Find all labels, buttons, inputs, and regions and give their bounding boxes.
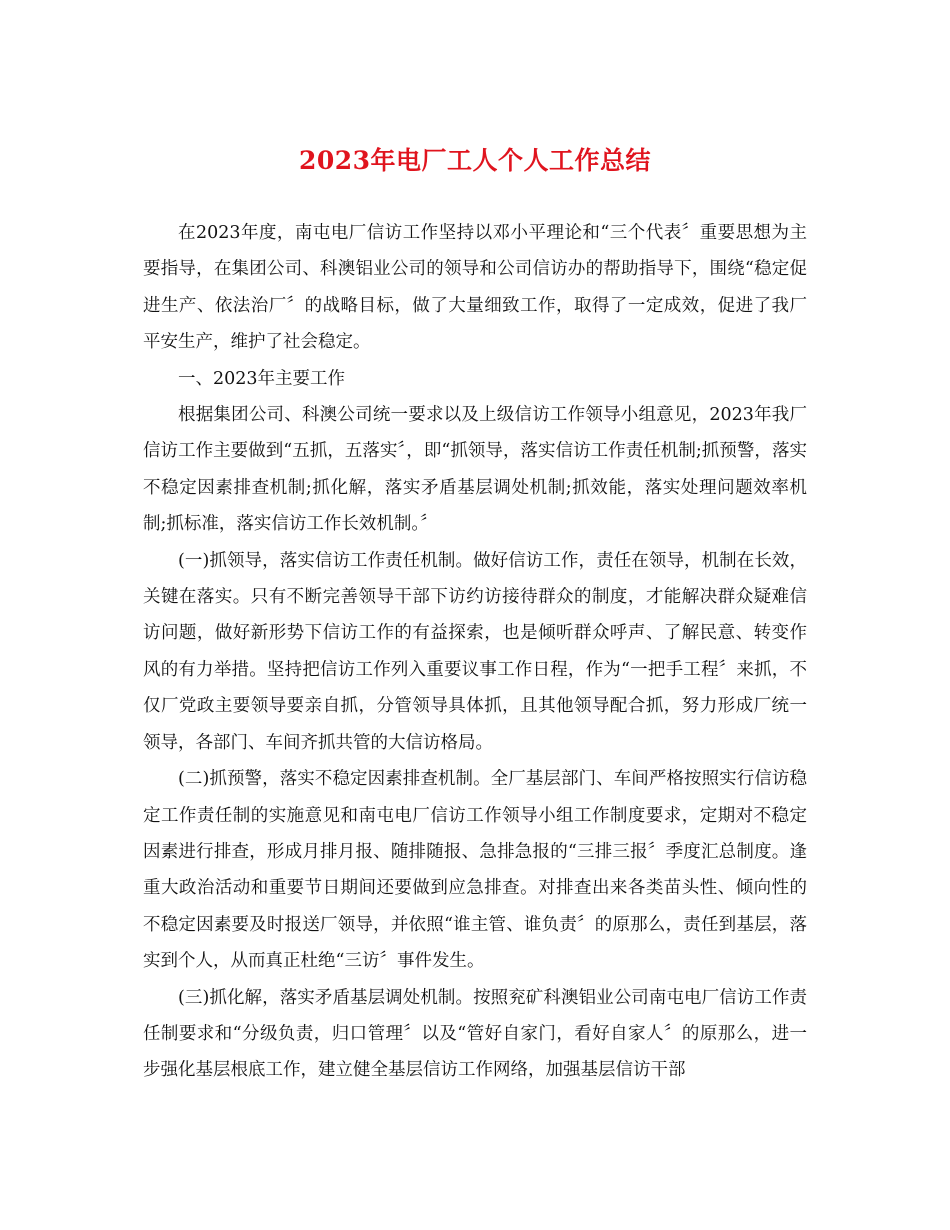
paragraph-item-3: (三)抓化解，落实矛盾基层调处机制。按照兖矿科澳铝业公司南屯电厂信访工作责任制要求和“分级负责，归口管理〞以及“管好自家门，看好自家人〞的原那么，进一步强化基层根底工作，建立健全基层信访工作网络，加强基层信访干部 [143,987,807,1081]
document-title: 2023年电厂工人个人工作总结 [298,146,652,175]
paragraph-overview: 根据集团公司、科澳公司统一要求以及上级信访工作领导小组意见，2023年我厂信访工作主要做到“五抓，五落实〞，即“抓领导，落实信访工作责任机制;抓预警，落实不稳定因素排查机制;抓化解，落实矛盾基层调处机制;抓效能，落实处理问题效率机制;抓标准，落实信访工作长效机制。〞 [143,405,807,535]
paragraph-intro: 在2023年度，南屯电厂信访工作坚持以邓小平理论和“三个代表〞重要思想为主要指导，在集团公司、科澳铝业公司的领导和公司信访办的帮助指导下，围绕“稳定促进生产、依法治厂〞的战略目标，做了大量细致工作，取得了一定成效，促进了我厂平安生产，维护了社会稳定。 [143,223,807,353]
paragraph-item-2: (二)抓预警，落实不稳定因素排查机制。全厂基层部门、车间严格按照实行信访稳定工作责任制的实施意见和南屯电厂信访工作领导小组工作制度要求，定期对不稳定因素进行排查，形成月排月报、随排随报、急排急报的“三排三报〞季度汇总制度。逢重大政治活动和重要节日期间还要做到应急排查。对排查出来各类苗头性、倾向性的不稳定因素要及时报送厂领导，并依照“谁主管、谁负责〞的原那么，责任到基层，落实到个人，从而真正杜绝“三访〞事件发生。 [143,769,807,972]
section-heading-main-work: 一、2023年主要工作 [178,368,346,389]
paragraph-item-1: (一)抓领导，落实信访工作责任机制。做好信访工作，责任在领导，机制在长效，关键在落实。只有不断完善领导干部下访约访接待群众的制度，才能解决群众疑难信访问题，做好新形势下信访工作的有益探索，也是倾听群众呼声、了解民意、转变作风的有力举措。坚持把信访工作列入重要议事工作日程，作为“一把手工程〞来抓，不仅厂党政主要领导要亲自抓，分管领导具体抓，且其他领导配合抓，努力形成厂统一领导，各部门、车间齐抓共管的大信访格局。 [143,550,807,753]
document-body [143,215,807,1089]
